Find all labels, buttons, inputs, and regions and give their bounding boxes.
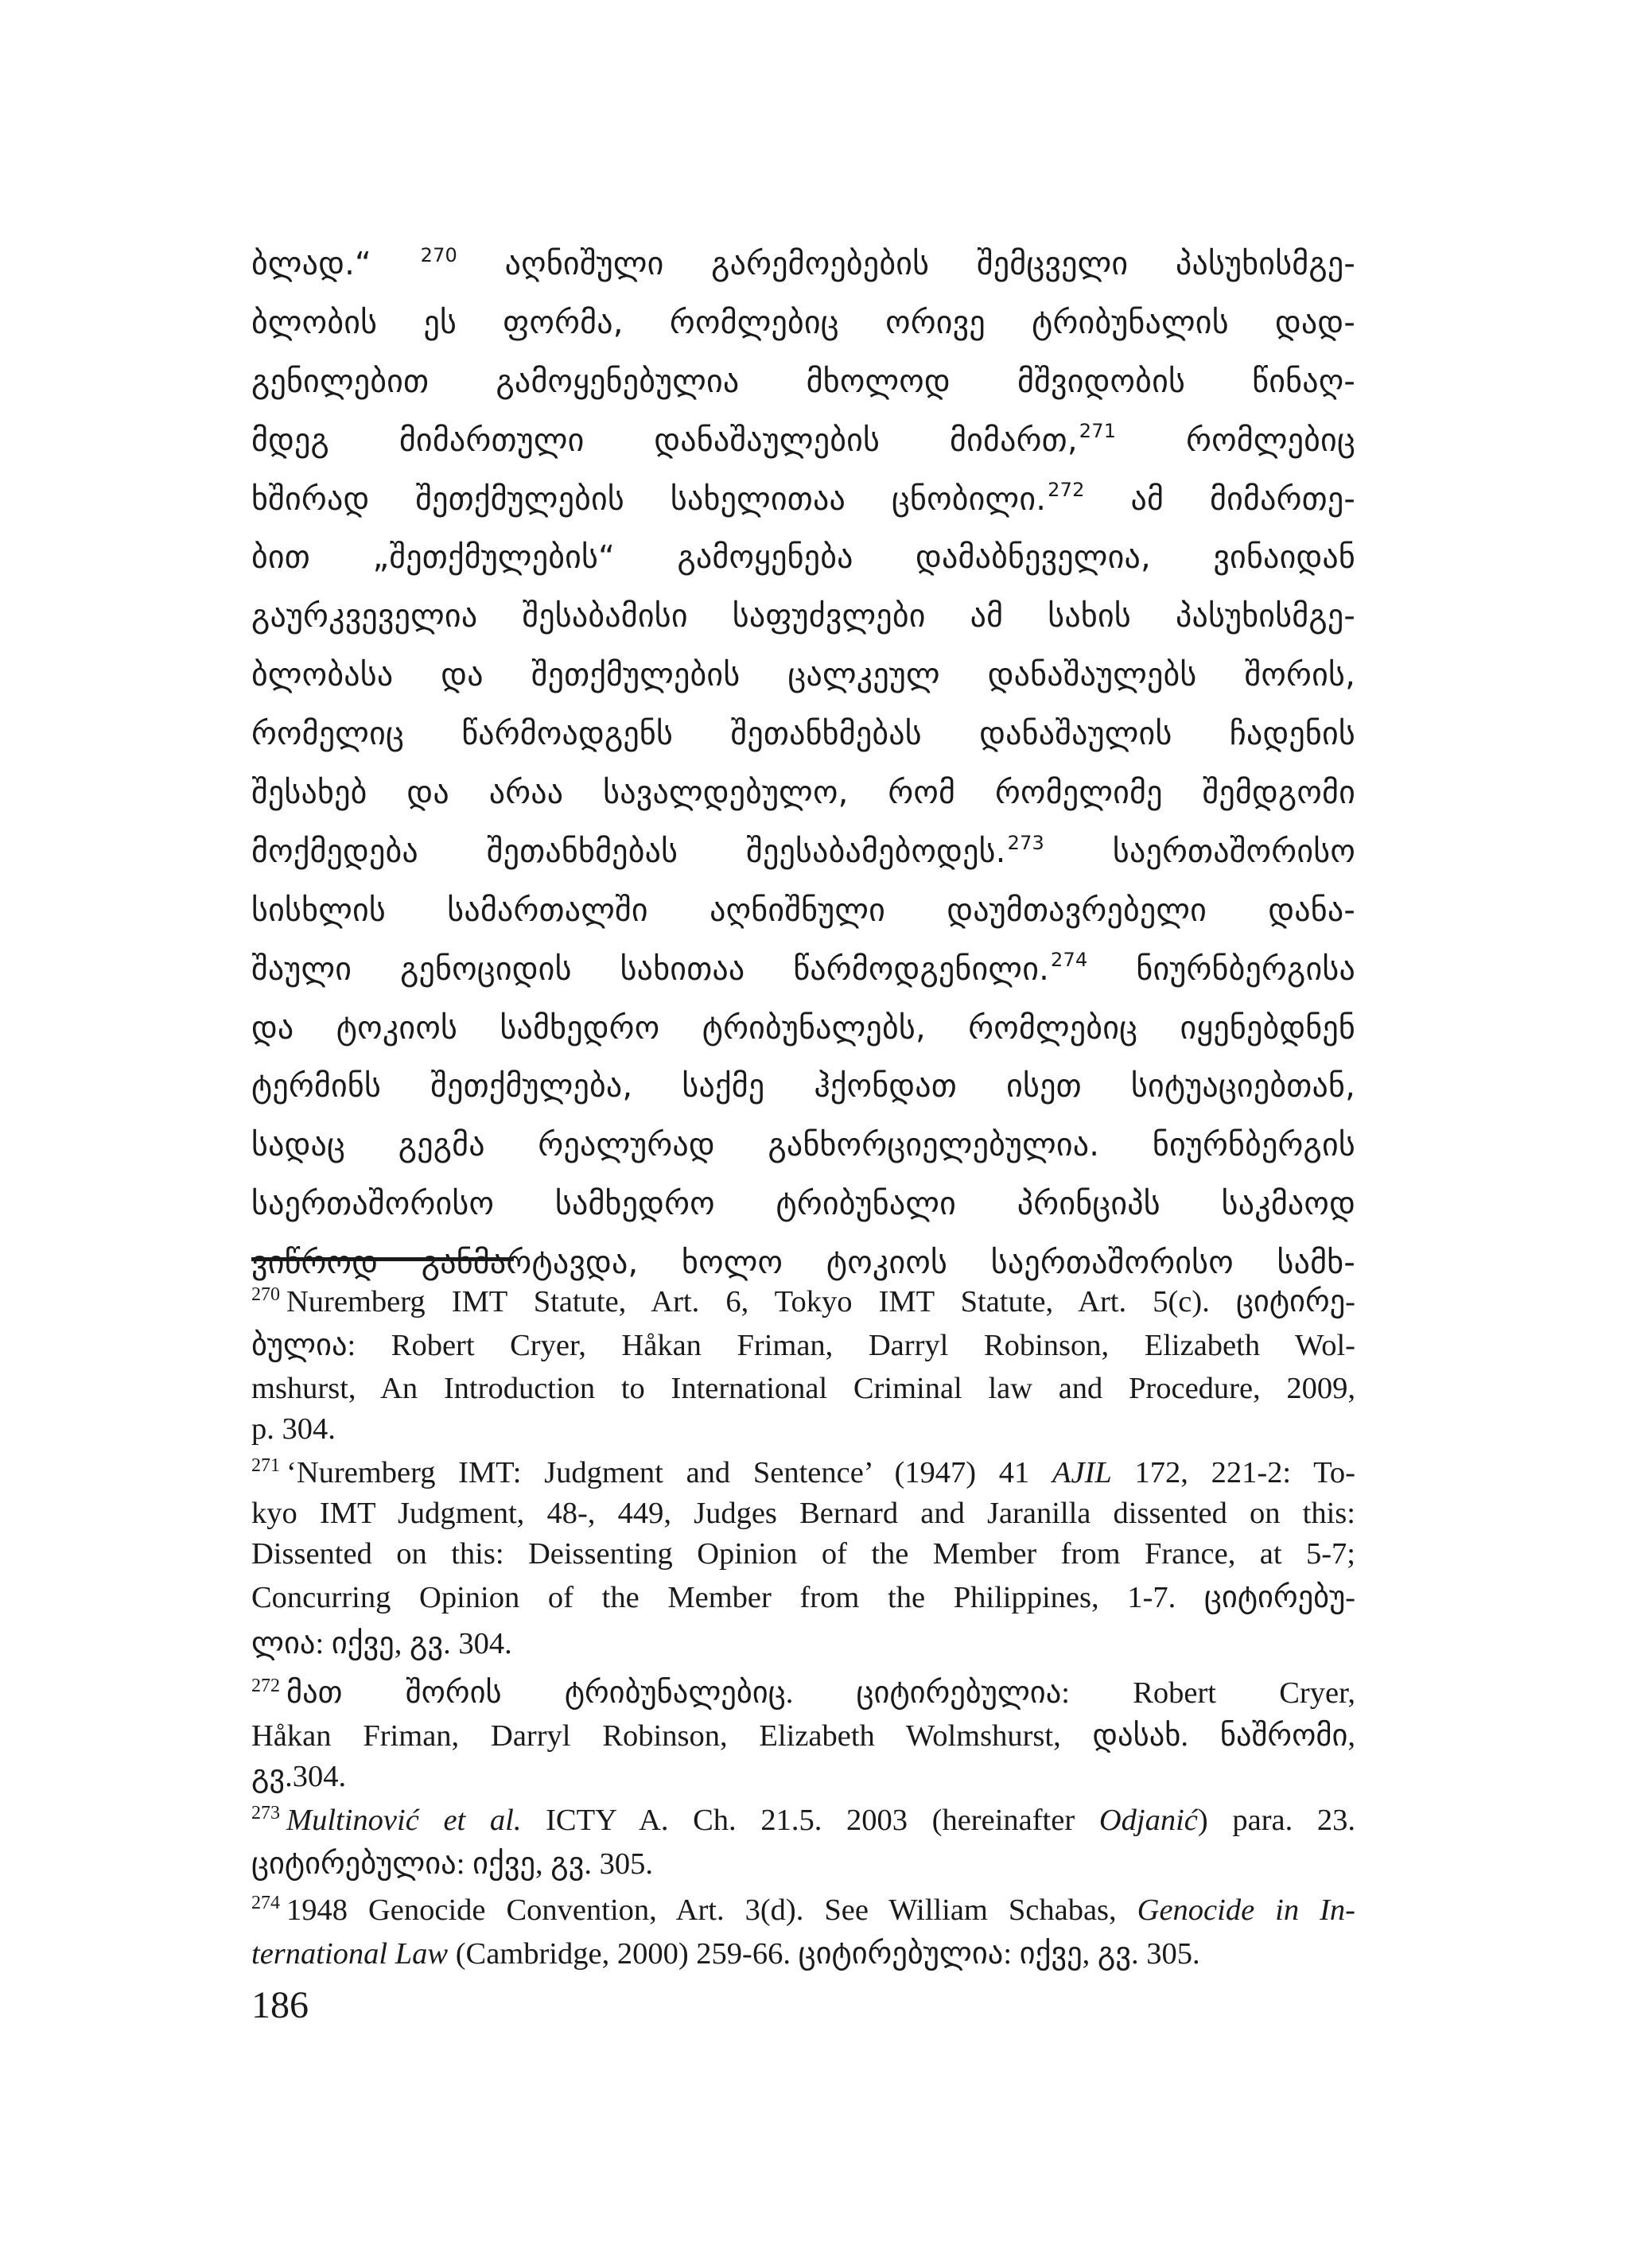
footnote-274: $^{274}$ 1948 Genocide Convention, Art. 3(d). See William Schabas, Genocide in In- ternational Law (Cambridge, 2000) 259-66. ციტირებულია: იქვე, გვ. 305. [251,1893,1355,1971]
text-line: ტერმინს შეთქმულება, საქმე ჰქონდათ ისეთ სიტუაციებთან, [251,1068,1355,1105]
footnote-number: 271 [251,1455,280,1477]
footnote-271: $^{271}$ ‘Nuremberg IMT: Judgment and Sentence’ (1947) 41 AJIL 172, 221-2: To- kyo IMT Judgment, 48-, 449, Judges Bernard and Jaranilla dissented on this: Dissented on this: Deissenting Opinion of the Member from France, at 5-7; Concurring Opinion of the Member from the Philippines, 1-7. ციტირებუ- ლია: იქვე, გვ. 304. [251,1455,1355,1660]
text-line: რომელიც წარმოადგენს შეთანხმებას დანაშაულის ჩადენის [251,716,1355,753]
text-line: გენილებით გამოყენებულია მხოლოდ მშვიდობის წინაღ- [251,363,1355,400]
footnote-270: $^{270}$ Nuremberg IMT Statute, Art. 6, Tokyo IMT Statute, Art. 5(c). ციტირე- ბულია: Robert Cryer, Håkan Friman, Darryl Robinson, Elizabeth Wol- mshurst, An Introduction to International Criminal law and Procedure, 2009, p. 304. [251,1284,1355,1446]
text-line: ბლობასა და შეთქმულების ცალკეულ დანაშაულებს შორის, [251,657,1355,694]
footnote-number: 270 [251,1284,280,1306]
footnote-272: $^{272}$ მათ შორის ტრიბუნალებიც. ციტირებულია: Robert Cryer, Håkan Friman, Darryl Robinson, Elizabeth Wolmshurst, დასახ. ნაშრომი, გვ.304. [251,1676,1355,1793]
page-number: 186 [251,1984,309,2026]
text-line: ვიწროდ განმარტავდა, ხოლო ტოკიოს საერთაშორისო სამხ- [251,1245,1355,1282]
text-line: სადაც გეგმა რეალურად განხორციელებულია. ნიურნბერგის [251,1127,1355,1164]
text-line: ბლად.“ $^{270}$ აღნიშული გარემოებების შემცველი პასუხისმგე- [251,243,1355,282]
text-line: გაურკვეველია შესაბამისი საფუძვლები ამ სახის პასუხისმგე- [251,598,1355,635]
text-line: მოქმედება შეთანხმებას შეესაბამებოდეს.$^{273}$ საერთაშორისო [251,831,1355,870]
text-line: შესახებ და არაა სავალდებულო, რომ რომელიმე შემდგომი [251,775,1355,812]
text-line: მდეგ მიმართული დანაშაულების მიმართ,$^{271}$ რომლებიც [251,420,1355,459]
text-line: ბით „შეთქმულების“ გამოყენება დამაბნეველია, ვინაიდან [251,539,1355,577]
footnote-number: 274 [251,1893,280,1914]
footnote-separator [251,1257,514,1261]
text-line: სისხლის სამართალში აღნიშნული დაუმთავრებელი დანა- [251,891,1355,929]
main-text [251,235,1355,1293]
footnote-273: $^{273}$ Multinović et al. ICTY A. Ch. 21.5. 2003 (hereinafter Odjanić) para. 23. ციტირებულია: იქვე, გვ. 305. [251,1803,1356,1881]
footnote-ref-271[interactable]: 271 [1079,420,1117,443]
text-line: ხშირად შეთქმულების სახელითაა ცნობილი.$^{272}$ ამ მიმართე- [251,479,1356,518]
text-line: ბლობის ეს ფორმა, რომლებიც ორივე ტრიბუნალის დად- [251,304,1355,341]
footnotes [251,1282,1355,1980]
footnote-number: 273 [251,1803,280,1824]
footnote-number: 272 [251,1676,280,1697]
text-line: საერთაშორისო სამხედრო ტრიბუნალი პრინციპს საკმაოდ [251,1186,1355,1223]
text-line: და ტოკიოს სამხედრო ტრიბუნალებს, რომლებიც იყენებდნენ [251,1009,1355,1047]
text-line: შაული გენოციდის სახითაა წარმოდგენილი.$^{274}$ ნიურნბერგისა [251,949,1356,988]
footnote-ref-274[interactable]: 274 [1051,949,1088,972]
footnote-ref-270[interactable]: 270 [420,243,458,266]
footnote-ref-272[interactable]: 272 [1048,479,1085,502]
footnote-ref-273[interactable]: 273 [1007,831,1045,854]
